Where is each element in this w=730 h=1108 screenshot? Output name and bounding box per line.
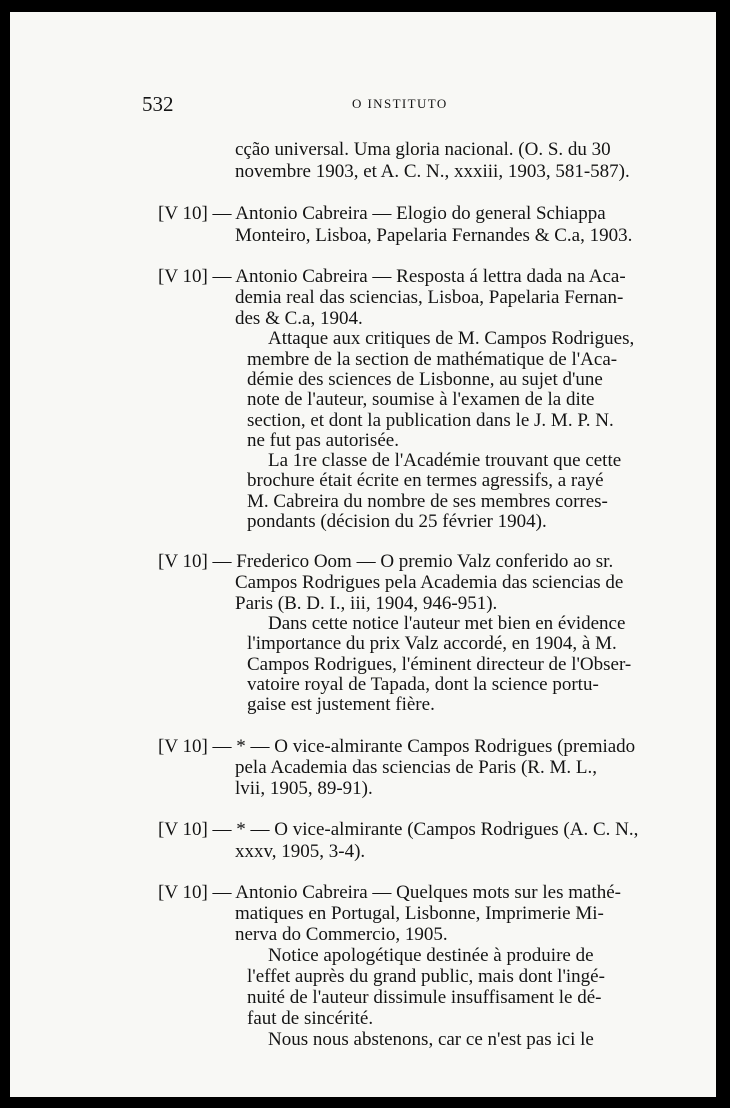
entry-line: lvii, 1905, 89-91). (235, 778, 373, 799)
entry-line: demia real das sciencias, Lisboa, Papelaria Fernan- (235, 287, 624, 308)
entry-annotation-line: note de l'auteur, soumise à l'examen de la dite (247, 389, 595, 410)
entry-annotation-line: faut de sincérité. (247, 1008, 374, 1029)
entry-line: [V 10] — * — O vice-almirante (Campos Rodrigues (A. C. N., (158, 819, 639, 840)
entry-annotation-line: ne fut pas autorisée. (247, 430, 399, 451)
document-page (10, 12, 716, 1097)
entry-annotation-line: Dans cette notice l'auteur met bien en évidence (268, 613, 626, 634)
entry-line: pela Academia das sciencias de Paris (R. M. L., (235, 757, 597, 778)
entry-line: novembre 1903, et A. C. N., xxxiii, 1903, 581-587). (235, 161, 630, 182)
entry-line: Campos Rodrigues pela Academia das sciencias de (235, 572, 624, 593)
entry-line: nerva do Commercio, 1905. (235, 924, 448, 945)
entry-line: xxxv, 1905, 3-4). (235, 841, 366, 862)
entry-line: [V 10] — * — O vice-almirante Campos Rodrigues (premiado (158, 736, 636, 757)
entry-annotation-line: vatoire royal de Tapada, dont la science portu- (247, 674, 599, 695)
entry-annotation-line: La 1re classe de l'Académie trouvant que cette (268, 450, 622, 471)
entry-annotation-line: pondants (décision du 25 février 1904). (247, 511, 547, 532)
entry-annotation-line: l'effet auprès du grand public, mais dont l'ingé- (247, 966, 605, 987)
entry-annotation-line: brochure était écrite en termes agressifs, a rayé (247, 470, 604, 491)
entry-line: [V 10] — Antonio Cabreira — Resposta á lettra dada na Aca- (158, 266, 626, 287)
running-title: O INSTITUTO (352, 96, 448, 111)
entry-annotation-line: Campos Rodrigues, l'éminent directeur de l'Obser- (247, 654, 632, 675)
page-number: 532 (142, 92, 174, 116)
entry-annotation-line: membre de la section de mathématique de l'Aca- (247, 349, 618, 370)
entry-annotation-line: gaise est justement fière. (247, 694, 435, 715)
entry-line: Monteiro, Lisboa, Papelaria Fernandes & C.a, 1903. (235, 225, 633, 246)
entry-annotation-line: Attaque aux critiques de M. Campos Rodrigues, (268, 328, 635, 349)
entry-annotation-line: l'importance du prix Valz accordé, en 1904, à M. (247, 633, 617, 654)
entry-line: [V 10] — Antonio Cabreira — Quelques mots sur les mathé- (158, 882, 621, 903)
entry-line: matiques en Portugal, Lisbonne, Imprimerie Mi- (235, 903, 604, 924)
entry-annotation-line: démie des sciences de Lisbonne, au sujet d'une (247, 369, 603, 390)
entry-line: [V 10] — Antonio Cabreira — Elogio do general Schiappa (158, 203, 606, 224)
entry-line: cção universal. Uma gloria nacional. (O. S. du 30 (235, 139, 611, 160)
entry-annotation-line: Notice apologétique destinée à produire de (268, 945, 594, 966)
entry-line: [V 10] — Frederico Oom — O premio Valz conferido ao sr. (158, 551, 614, 572)
entry-annotation-line: M. Cabreira du nombre de ses membres corres- (247, 491, 608, 512)
entry-annotation-line: section, et dont la publication dans le J. M. P. N. (247, 410, 614, 431)
entry-line: des & C.a, 1904. (235, 308, 363, 329)
entry-annotation-line: nuité de l'auteur dissimule insuffisament le dé- (247, 987, 602, 1008)
entry-annotation-line: Nous nous abstenons, car ce n'est pas ici le (268, 1029, 594, 1050)
entry-line: Paris (B. D. I., iii, 1904, 946-951). (235, 593, 498, 614)
